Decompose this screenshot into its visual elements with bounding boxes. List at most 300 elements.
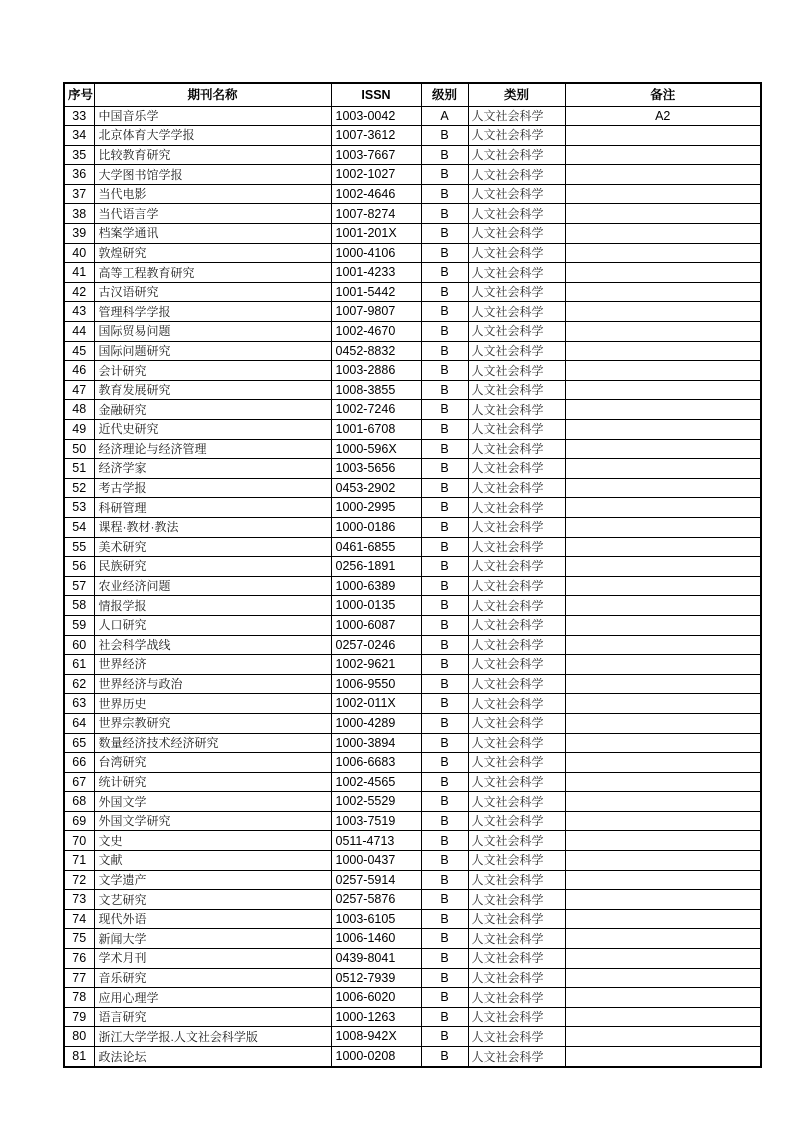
table-row	[64, 400, 761, 420]
cell-remark	[565, 361, 761, 381]
cell-remark	[565, 302, 761, 322]
cell-remark	[565, 1027, 761, 1047]
cell-name: 世界经济与政治	[94, 674, 331, 694]
cell-name: 教育发展研究	[94, 380, 331, 400]
cell-name: 音乐研究	[94, 968, 331, 988]
table-row	[64, 772, 761, 792]
cell-category: 人文社会科学	[468, 361, 565, 381]
cell-remark	[565, 713, 761, 733]
cell-category: 人文社会科学	[468, 420, 565, 440]
cell-level: B	[421, 498, 468, 518]
cell-num: 65	[64, 733, 94, 753]
cell-remark	[565, 184, 761, 204]
cell-issn: 1006-9550	[331, 674, 421, 694]
cell-category: 人文社会科学	[468, 949, 565, 969]
cell-category: 人文社会科学	[468, 478, 565, 498]
cell-level: B	[421, 243, 468, 263]
cell-num: 60	[64, 635, 94, 655]
cell-category: 人文社会科学	[468, 870, 565, 890]
table-row	[64, 341, 761, 361]
cell-category: 人文社会科学	[468, 400, 565, 420]
cell-category: 人文社会科学	[468, 145, 565, 165]
cell-issn: 0257-5914	[331, 870, 421, 890]
cell-num: 39	[64, 224, 94, 244]
cell-category: 人文社会科学	[468, 753, 565, 773]
cell-level: B	[421, 322, 468, 342]
cell-issn: 1008-3855	[331, 380, 421, 400]
cell-name: 国际贸易问题	[94, 322, 331, 342]
cell-remark	[565, 655, 761, 675]
cell-issn: 0453-2902	[331, 478, 421, 498]
cell-category: 人文社会科学	[468, 694, 565, 714]
cell-level: B	[421, 694, 468, 714]
cell-name: 考古学报	[94, 478, 331, 498]
cell-issn: 1006-1460	[331, 929, 421, 949]
cell-issn: 1003-5656	[331, 459, 421, 479]
column-header-category: 类别	[468, 83, 565, 106]
cell-remark	[565, 576, 761, 596]
cell-num: 49	[64, 420, 94, 440]
cell-level: B	[421, 1007, 468, 1027]
cell-level: B	[421, 733, 468, 753]
table-row	[64, 968, 761, 988]
cell-category: 人文社会科学	[468, 517, 565, 537]
cell-level: B	[421, 576, 468, 596]
cell-issn: 1003-7667	[331, 145, 421, 165]
cell-num: 36	[64, 165, 94, 185]
cell-remark	[565, 674, 761, 694]
table-row	[64, 439, 761, 459]
cell-issn: 0257-5876	[331, 890, 421, 910]
cell-num: 55	[64, 537, 94, 557]
cell-name: 高等工程教育研究	[94, 263, 331, 283]
cell-num: 70	[64, 831, 94, 851]
cell-remark	[565, 400, 761, 420]
cell-name: 金融研究	[94, 400, 331, 420]
cell-issn: 1000-4106	[331, 243, 421, 263]
cell-remark	[565, 870, 761, 890]
column-header-name: 期刊名称	[94, 83, 331, 106]
cell-name: 古汉语研究	[94, 282, 331, 302]
column-header-level: 级别	[421, 83, 468, 106]
cell-num: 80	[64, 1027, 94, 1047]
table-row	[64, 1027, 761, 1047]
table-row	[64, 753, 761, 773]
cell-remark	[565, 831, 761, 851]
cell-level: B	[421, 753, 468, 773]
cell-category: 人文社会科学	[468, 851, 565, 871]
cell-num: 79	[64, 1007, 94, 1027]
cell-category: 人文社会科学	[468, 302, 565, 322]
cell-name: 国际问题研究	[94, 341, 331, 361]
table-row	[64, 243, 761, 263]
table-row	[64, 145, 761, 165]
cell-level: B	[421, 126, 468, 146]
cell-remark	[565, 322, 761, 342]
cell-level: B	[421, 341, 468, 361]
cell-name: 世界经济	[94, 655, 331, 675]
cell-name: 民族研究	[94, 557, 331, 577]
cell-category: 人文社会科学	[468, 635, 565, 655]
table-row	[64, 811, 761, 831]
cell-issn: 1002-4565	[331, 772, 421, 792]
table-row	[64, 106, 761, 126]
cell-level: B	[421, 224, 468, 244]
table-row	[64, 615, 761, 635]
cell-remark	[565, 733, 761, 753]
cell-remark	[565, 263, 761, 283]
cell-issn: 1003-7519	[331, 811, 421, 831]
cell-num: 38	[64, 204, 94, 224]
cell-name: 文学遗产	[94, 870, 331, 890]
cell-level: B	[421, 165, 468, 185]
cell-num: 69	[64, 811, 94, 831]
cell-issn: 1001-201X	[331, 224, 421, 244]
cell-name: 政法论坛	[94, 1047, 331, 1068]
cell-issn: 1000-0135	[331, 596, 421, 616]
cell-category: 人文社会科学	[468, 968, 565, 988]
table-row	[64, 204, 761, 224]
table-row	[64, 302, 761, 322]
table-row	[64, 733, 761, 753]
cell-level: B	[421, 361, 468, 381]
cell-remark	[565, 988, 761, 1008]
cell-level: B	[421, 596, 468, 616]
cell-name: 现代外语	[94, 909, 331, 929]
cell-name: 文史	[94, 831, 331, 851]
cell-name: 新闻大学	[94, 929, 331, 949]
cell-name: 管理科学学报	[94, 302, 331, 322]
cell-level: B	[421, 890, 468, 910]
cell-category: 人文社会科学	[468, 165, 565, 185]
cell-remark	[565, 792, 761, 812]
cell-remark	[565, 224, 761, 244]
table-row	[64, 263, 761, 283]
cell-level: B	[421, 929, 468, 949]
cell-remark	[565, 851, 761, 871]
cell-remark	[565, 204, 761, 224]
cell-category: 人文社会科学	[468, 380, 565, 400]
cell-name: 世界宗教研究	[94, 713, 331, 733]
cell-num: 54	[64, 517, 94, 537]
cell-issn: 1000-6087	[331, 615, 421, 635]
cell-level: B	[421, 772, 468, 792]
cell-num: 77	[64, 968, 94, 988]
cell-remark	[565, 1047, 761, 1068]
cell-name: 敦煌研究	[94, 243, 331, 263]
cell-category: 人文社会科学	[468, 498, 565, 518]
cell-num: 58	[64, 596, 94, 616]
cell-name: 当代电影	[94, 184, 331, 204]
table-row	[64, 184, 761, 204]
cell-level: B	[421, 655, 468, 675]
cell-name: 大学图书馆学报	[94, 165, 331, 185]
table-row	[64, 537, 761, 557]
cell-remark	[565, 420, 761, 440]
cell-remark	[565, 968, 761, 988]
cell-num: 41	[64, 263, 94, 283]
cell-name: 经济学家	[94, 459, 331, 479]
table-row	[64, 674, 761, 694]
cell-issn: 1001-4233	[331, 263, 421, 283]
cell-name: 农业经济问题	[94, 576, 331, 596]
cell-name: 课程·教材·教法	[94, 517, 331, 537]
table-row	[64, 851, 761, 871]
cell-level: B	[421, 1047, 468, 1068]
cell-category: 人文社会科学	[468, 439, 565, 459]
cell-num: 51	[64, 459, 94, 479]
table-row	[64, 557, 761, 577]
table-row	[64, 596, 761, 616]
table-row	[64, 988, 761, 1008]
table-row	[64, 792, 761, 812]
cell-name: 北京体育大学学报	[94, 126, 331, 146]
cell-issn: 1002-4646	[331, 184, 421, 204]
cell-level: B	[421, 635, 468, 655]
cell-issn: 1007-8274	[331, 204, 421, 224]
cell-num: 61	[64, 655, 94, 675]
cell-issn: 1006-6683	[331, 753, 421, 773]
cell-remark	[565, 615, 761, 635]
cell-category: 人文社会科学	[468, 792, 565, 812]
cell-category: 人文社会科学	[468, 459, 565, 479]
cell-level: B	[421, 380, 468, 400]
cell-name: 统计研究	[94, 772, 331, 792]
cell-level: B	[421, 1027, 468, 1047]
cell-num: 67	[64, 772, 94, 792]
cell-level: B	[421, 537, 468, 557]
cell-level: B	[421, 713, 468, 733]
cell-num: 34	[64, 126, 94, 146]
cell-remark	[565, 478, 761, 498]
cell-category: 人文社会科学	[468, 557, 565, 577]
cell-remark	[565, 909, 761, 929]
journal-table	[63, 82, 762, 1068]
cell-issn: 1002-7246	[331, 400, 421, 420]
cell-category: 人文社会科学	[468, 988, 565, 1008]
cell-category: 人文社会科学	[468, 263, 565, 283]
cell-num: 53	[64, 498, 94, 518]
cell-num: 59	[64, 615, 94, 635]
cell-name: 文艺研究	[94, 890, 331, 910]
cell-name: 外国文学	[94, 792, 331, 812]
cell-issn: 1000-1263	[331, 1007, 421, 1027]
cell-category: 人文社会科学	[468, 106, 565, 126]
table-row	[64, 126, 761, 146]
cell-remark	[565, 126, 761, 146]
column-header-remark: 备注	[565, 83, 761, 106]
table-row	[64, 459, 761, 479]
cell-remark	[565, 439, 761, 459]
cell-name: 中国音乐学	[94, 106, 331, 126]
cell-remark	[565, 557, 761, 577]
cell-name: 台湾研究	[94, 753, 331, 773]
cell-num: 40	[64, 243, 94, 263]
cell-issn: 1002-011X	[331, 694, 421, 714]
cell-level: B	[421, 988, 468, 1008]
cell-level: B	[421, 557, 468, 577]
cell-num: 47	[64, 380, 94, 400]
cell-category: 人文社会科学	[468, 184, 565, 204]
cell-category: 人文社会科学	[468, 576, 565, 596]
cell-name: 数量经济技术经济研究	[94, 733, 331, 753]
cell-issn: 1000-596X	[331, 439, 421, 459]
cell-name: 美术研究	[94, 537, 331, 557]
cell-level: B	[421, 400, 468, 420]
cell-remark	[565, 498, 761, 518]
cell-remark	[565, 949, 761, 969]
table-row	[64, 576, 761, 596]
cell-category: 人文社会科学	[468, 1027, 565, 1047]
cell-issn: 0439-8041	[331, 949, 421, 969]
cell-issn: 0452-8832	[331, 341, 421, 361]
cell-num: 66	[64, 753, 94, 773]
table-row	[64, 322, 761, 342]
cell-name: 学术月刊	[94, 949, 331, 969]
cell-remark	[565, 517, 761, 537]
cell-issn: 1006-6020	[331, 988, 421, 1008]
table-row	[64, 498, 761, 518]
cell-level: B	[421, 811, 468, 831]
cell-category: 人文社会科学	[468, 322, 565, 342]
cell-name: 世界历史	[94, 694, 331, 714]
cell-remark	[565, 772, 761, 792]
cell-remark	[565, 694, 761, 714]
cell-category: 人文社会科学	[468, 909, 565, 929]
cell-remark	[565, 929, 761, 949]
cell-issn: 1000-2995	[331, 498, 421, 518]
cell-name: 浙江大学学报.人文社会科学版	[94, 1027, 331, 1047]
cell-name: 外国文学研究	[94, 811, 331, 831]
cell-num: 78	[64, 988, 94, 1008]
table-row	[64, 1047, 761, 1068]
cell-level: B	[421, 420, 468, 440]
cell-category: 人文社会科学	[468, 243, 565, 263]
table-row	[64, 380, 761, 400]
cell-level: B	[421, 615, 468, 635]
cell-num: 44	[64, 322, 94, 342]
cell-num: 81	[64, 1047, 94, 1068]
cell-num: 63	[64, 694, 94, 714]
cell-category: 人文社会科学	[468, 537, 565, 557]
cell-remark	[565, 753, 761, 773]
cell-issn: 1002-1027	[331, 165, 421, 185]
cell-level: B	[421, 909, 468, 929]
cell-category: 人文社会科学	[468, 1007, 565, 1027]
cell-level: B	[421, 282, 468, 302]
cell-level: B	[421, 302, 468, 322]
cell-remark	[565, 380, 761, 400]
cell-level: B	[421, 968, 468, 988]
cell-level: A	[421, 106, 468, 126]
cell-category: 人文社会科学	[468, 655, 565, 675]
table-row	[64, 949, 761, 969]
cell-num: 68	[64, 792, 94, 812]
cell-issn: 0461-6855	[331, 537, 421, 557]
table-row	[64, 694, 761, 714]
cell-issn: 1003-0042	[331, 106, 421, 126]
cell-name: 近代史研究	[94, 420, 331, 440]
cell-num: 57	[64, 576, 94, 596]
cell-level: B	[421, 145, 468, 165]
cell-num: 37	[64, 184, 94, 204]
cell-num: 46	[64, 361, 94, 381]
cell-issn: 1000-0208	[331, 1047, 421, 1068]
cell-num: 50	[64, 439, 94, 459]
cell-remark	[565, 635, 761, 655]
cell-level: B	[421, 204, 468, 224]
cell-name: 比较教育研究	[94, 145, 331, 165]
table-row	[64, 909, 761, 929]
cell-level: B	[421, 478, 468, 498]
cell-issn: 0257-0246	[331, 635, 421, 655]
cell-num: 64	[64, 713, 94, 733]
cell-category: 人文社会科学	[468, 204, 565, 224]
cell-num: 35	[64, 145, 94, 165]
cell-issn: 0511-4713	[331, 831, 421, 851]
cell-category: 人文社会科学	[468, 615, 565, 635]
cell-remark	[565, 1007, 761, 1027]
cell-remark	[565, 890, 761, 910]
cell-name: 经济理论与经济管理	[94, 439, 331, 459]
table-row	[64, 929, 761, 949]
cell-category: 人文社会科学	[468, 929, 565, 949]
column-header-issn: ISSN	[331, 83, 421, 106]
table-row	[64, 1007, 761, 1027]
column-header-num: 序号	[64, 83, 94, 106]
cell-num: 43	[64, 302, 94, 322]
cell-issn: 0256-1891	[331, 557, 421, 577]
header-row	[64, 83, 761, 106]
table-row	[64, 870, 761, 890]
cell-category: 人文社会科学	[468, 596, 565, 616]
cell-issn: 1001-5442	[331, 282, 421, 302]
cell-category: 人文社会科学	[468, 811, 565, 831]
cell-level: B	[421, 674, 468, 694]
cell-level: B	[421, 263, 468, 283]
cell-issn: 1003-6105	[331, 909, 421, 929]
cell-level: B	[421, 517, 468, 537]
cell-category: 人文社会科学	[468, 733, 565, 753]
table-row	[64, 517, 761, 537]
table-row	[64, 655, 761, 675]
cell-remark	[565, 165, 761, 185]
cell-category: 人文社会科学	[468, 713, 565, 733]
cell-remark	[565, 537, 761, 557]
cell-category: 人文社会科学	[468, 831, 565, 851]
cell-issn: 1001-6708	[331, 420, 421, 440]
table-row	[64, 282, 761, 302]
cell-remark	[565, 282, 761, 302]
table-row	[64, 165, 761, 185]
cell-issn: 1000-3894	[331, 733, 421, 753]
table-row	[64, 478, 761, 498]
cell-level: B	[421, 792, 468, 812]
cell-issn: 1002-9621	[331, 655, 421, 675]
cell-name: 档案学通讯	[94, 224, 331, 244]
cell-num: 73	[64, 890, 94, 910]
cell-num: 56	[64, 557, 94, 577]
cell-category: 人文社会科学	[468, 674, 565, 694]
cell-name: 文献	[94, 851, 331, 871]
cell-num: 52	[64, 478, 94, 498]
cell-remark	[565, 243, 761, 263]
cell-category: 人文社会科学	[468, 890, 565, 910]
cell-num: 72	[64, 870, 94, 890]
cell-issn: 1007-3612	[331, 126, 421, 146]
cell-category: 人文社会科学	[468, 341, 565, 361]
cell-name: 科研管理	[94, 498, 331, 518]
